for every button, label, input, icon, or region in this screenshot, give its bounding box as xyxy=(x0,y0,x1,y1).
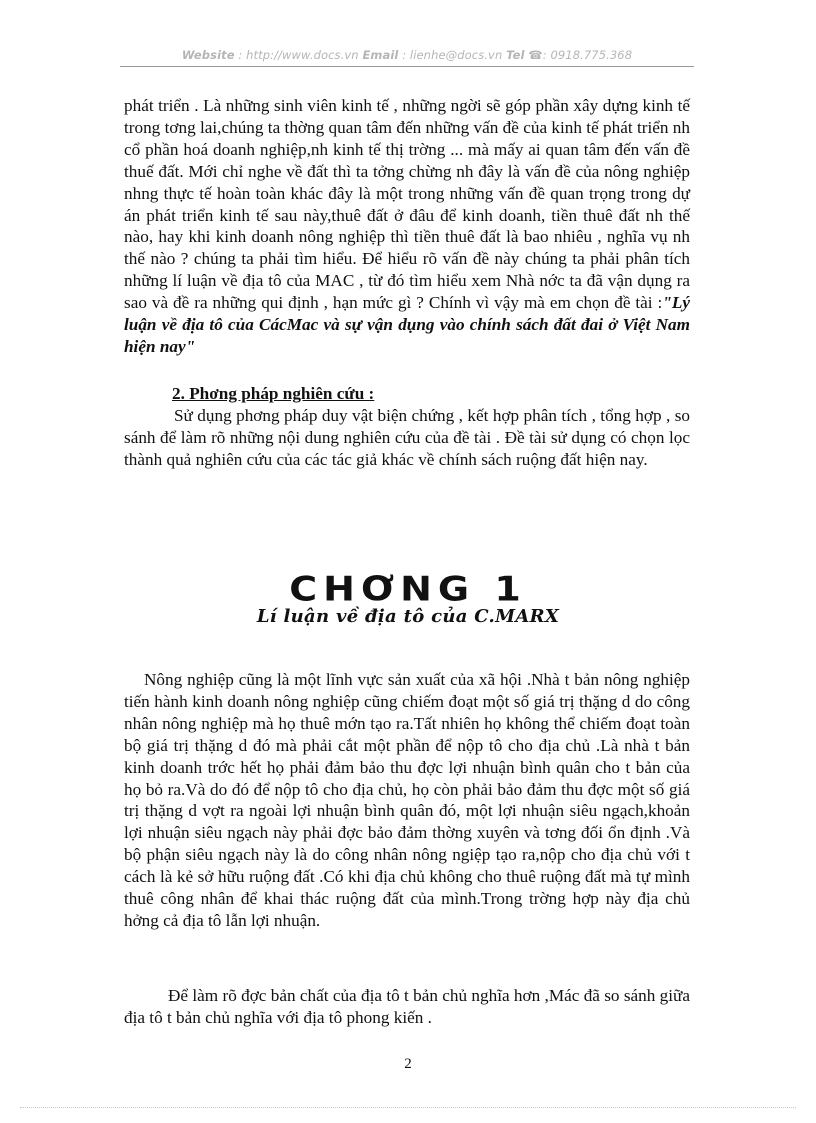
method-paragraph: Sử dụng phơng pháp duy vật biện chứng , kết hợp phân tích , tổng hợp , so sánh để làm rõ những nội dung nghiên cứu của đề tài . Đề tài sử dụng có chọn lọc thành quả nghiên cứu của các tác giả khác về chính sách ruộng đất hiện nay. xyxy=(124,406,690,469)
chapter-subtitle: Lí luận về địa tô của C.MARX xyxy=(256,606,560,627)
email-label: Email xyxy=(362,48,399,62)
phone-icon: ☎ xyxy=(528,48,543,62)
email-value[interactable]: : lienhe@docs.vn xyxy=(402,48,503,62)
website-value[interactable]: : http://www.docs.vn xyxy=(238,48,359,62)
thesis-title: "Lý luận về địa tô của CácMac và sự vận dụng vào chính sách đất đai ở Việt Nam hiện nay" xyxy=(124,293,690,356)
page-bottom-divider xyxy=(20,1107,796,1108)
intro-paragraph xyxy=(124,95,690,358)
page-header xyxy=(120,48,694,62)
header-divider xyxy=(120,66,694,67)
chapter-title: CHƠNG 1 xyxy=(289,569,527,609)
tel-label: Tel xyxy=(506,48,525,62)
website-label: Website xyxy=(181,48,235,62)
tel-value: : 0918.775.368 xyxy=(542,48,633,62)
chapter-paragraph-2: Để làm rõ đợc bản chất của địa tô t bản chủ nghĩa hơn ,Mác đã so sánh giữa địa tô t bản chủ nghĩa với địa tô phong kiến . xyxy=(124,986,690,1027)
page-number: 2 xyxy=(404,1056,412,1072)
intro-paragraph-text: phát triển . Là những sinh viên kinh tế , những ngời sẽ góp phần xây dựng kinh tế trong tơng lai,chúng ta thờng quan tâm đến những vấn đề của kinh tế phát triển nh cổ phần hoá doanh nghiệp,nh kinh tế thị trờng ... mà mấy ai quan tâm đến vấn đề thuế đất. Mới chỉ nghe về đất thì ta tởng chừng nh đây là vấn đề của nông nghiệp nhng thực tế hoàn toàn khác đây là một trong những vấn đề quan trọng trong dự án phát triển kinh tế sau này,thuê đất ở đâu để kinh doanh, tiền thuê đất nh thế nào, hay khi kinh doanh nông nghiệp thì tiền thuê đất là bao nhiêu , nghĩa vụ nh thế nào ? chúng ta phải tìm hiểu. Để hiểu rõ vấn đề này chúng ta phải phân tích những lí luận về địa tô của MAC , từ đó tìm hiểu xem Nhà nớc ta đã vận dụng ra sao và đề ra những qui định , hạn mức gì ? Chính vì vậy mà em chọn đề tài : xyxy=(124,96,690,313)
chapter-paragraph-1: Nông nghiệp cũng là một lĩnh vực sản xuất của xã hội .Nhà t bản nông nghiệp tiến hành kinh doanh nông nghiệp cũng chiếm đoạt một số giá trị thặng d do công nhân nông nghiệp mà họ thuê mớn tạo ra.Tất nhiên họ không thể chiếm đoạt toàn bộ giá trị thặng d đó mà phải cắt một phần để nộp tô cho địa chủ .Là nhà t bản kinh doanh trớc hết họ phải đảm bảo thu đợc lợi nhuận bình quân cho t bản của họ bỏ ra.Và do đó để nộp tô cho địa chủ, họ còn phải bảo đảm thu đợc một số giá trị thặng d vợt ra ngoài lợi nhuận bình quân đó, một lợi nhuận siêu ngạch,khoản lợi nhuận siêu ngạch này phải đợc bảo đảm thờng xuyên và tơng đối ổn định .Và bộ phận siêu ngạch này là do công nhân nông ngiệp tạo ra,nộp cho địa chủ với t cách là kẻ sở hữu ruộng đất .Có khi địa chủ không cho thuê ruộng đất mà tự mình thuê công nhân để khai thác ruộng đất của mình.Trong trờng hợp này địa chủ hởng cả địa tô lẫn lợi nhuận. xyxy=(124,670,690,930)
section-heading: 2. Phơng pháp nghiên cứu : xyxy=(172,384,375,403)
